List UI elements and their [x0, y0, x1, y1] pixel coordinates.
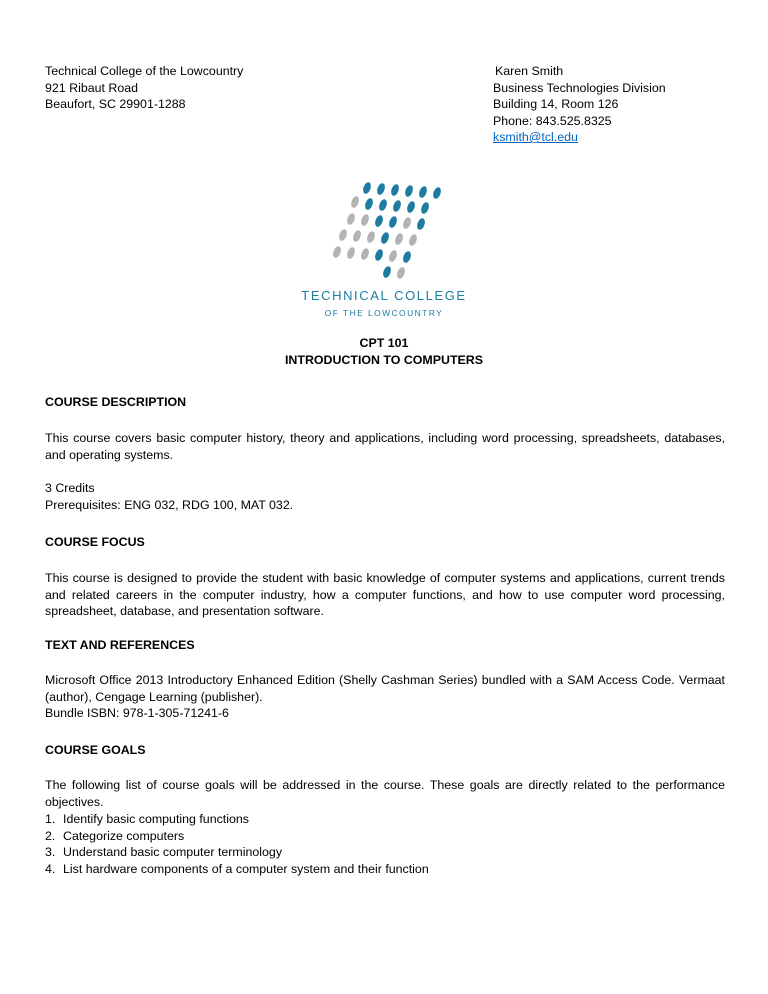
institution-name: Technical College of the Lowcountry	[45, 64, 244, 78]
bundle-isbn: Bundle ISBN: 978-1-305-71241-6	[45, 706, 229, 720]
prerequisites-text: Prerequisites: ENG 032, RDG 100, MAT 032.	[45, 497, 294, 512]
instructor-phone: Phone: 843.525.8325	[493, 113, 612, 128]
course-name: INTRODUCTION TO COMPUTERS	[284, 352, 484, 367]
course-code: CPT 101	[359, 336, 409, 350]
focus-text: This course is designed to provide the student with basic knowledge of computer systems and applications, current trends and related careers in the computer industry, how a computer functions, and how to use computer word processing, spreadsheet, database, and presentation software.	[45, 571, 725, 618]
institution-street: 921 Ribaut Road	[45, 80, 138, 95]
logo-text-line2: OF THE LOWCOUNTRY	[324, 308, 444, 318]
institution-city: Beaufort, SC 29901-1288	[45, 97, 186, 111]
list-item: 1. Identify basic computing functions	[45, 812, 249, 826]
institution-address	[45, 63, 243, 113]
description-text: This course covers basic computer history, theory and applications, including word processing, spreadsheets, databases, and operating systems.	[45, 431, 725, 462]
course-credits	[45, 480, 725, 513]
goals-heading: COURSE GOALS	[45, 743, 146, 757]
goals-list	[45, 811, 725, 877]
logo-dots	[332, 181, 443, 280]
instructor-division: Business Technologies Division	[493, 80, 666, 95]
instructor-contact	[493, 63, 666, 146]
list-item: 3. Understand basic computer terminology	[45, 845, 283, 859]
description-heading: COURSE DESCRIPTION	[45, 395, 187, 409]
list-item: 2. Categorize computers	[45, 828, 185, 843]
list-item: 4. List hardware components of a computer system and their function	[45, 861, 429, 876]
instructor-name: Karen Smith	[495, 64, 564, 78]
course-title	[0, 335, 768, 368]
text-references-text: Microsoft Office 2013 Introductory Enhanced Edition (Shelly Cashman Series) bundled with a SAM Access Code. Vermaat (author), Cengage Learning (publisher).	[45, 673, 725, 704]
college-logo	[299, 176, 469, 326]
goals-intro: The following list of course goals will be addressed in the course. These goals are directly related to the performance objectives.	[45, 778, 725, 809]
logo-text-line1: TECHNICAL COLLEGE	[301, 288, 467, 303]
focus-heading: COURSE FOCUS	[45, 535, 145, 549]
instructor-office: Building 14, Room 126	[493, 97, 619, 111]
instructor-email-link[interactable]: ksmith@tcl.edu	[493, 130, 578, 144]
credits-text: 3 Credits	[45, 481, 95, 495]
text-references-heading: TEXT AND REFERENCES	[45, 638, 195, 652]
